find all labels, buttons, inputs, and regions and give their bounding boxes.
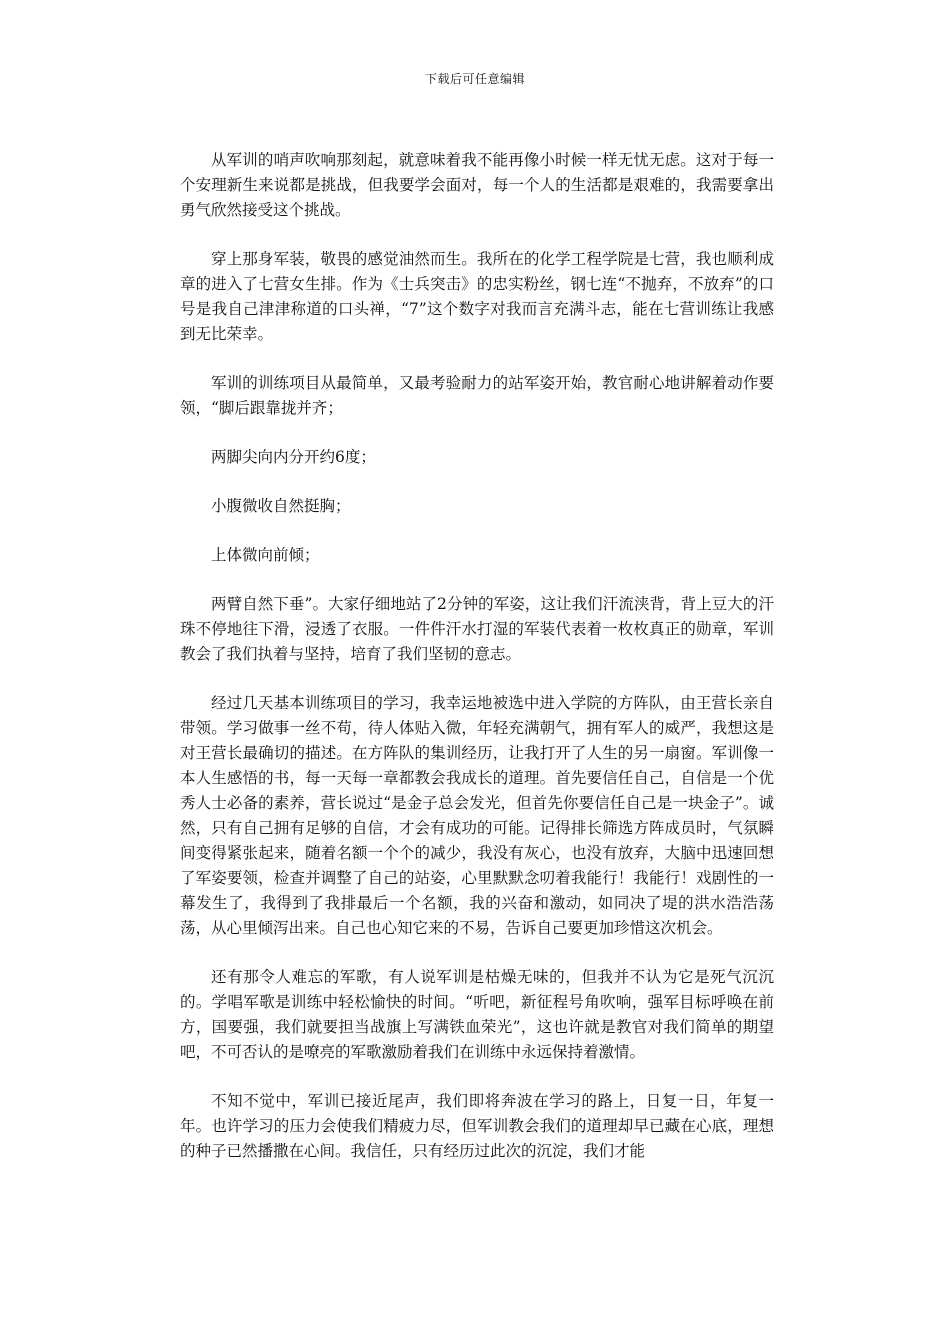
- page-header: 下载后可任意编辑: [424, 72, 525, 86]
- paragraph-3: 军训的训练项目从最简单，又最考验耐力的站军姿开始，教官耐心地讲解着动作要领，“脚后跟靠拢并齐；: [180, 374, 774, 417]
- document-body: [180, 148, 774, 1188]
- paragraph-5: 小腹微收自然挺胸；: [211, 497, 351, 515]
- paragraph-6: 上体微向前倾；: [211, 546, 320, 564]
- paragraph-7: 两臂自然下垂”。大家仔细地站了2分钟的军姿，这让我们汗流浃背，背上豆大的汗珠不停地往下滑，浸透了衣服。一件件汗水打湿的军装代表着一枚枚真正的勋章，军训教会了我们执着与坚持，培育了我们坚韧的意志。: [180, 595, 774, 663]
- paragraph-4: 两脚尖向内分开约6度；: [211, 448, 376, 466]
- paragraph-1: 从军训的哨声吹响那刻起，就意味着我不能再像小时候一样无忧无虑。这对于每一个安理新生来说都是挑战，但我要学会面对，每一个人的生活都是艰难的，我需要拿出勇气欣然接受这个挑战。: [180, 151, 774, 219]
- paragraph-9: 还有那令人难忘的军歌，有人说军训是枯燥无味的，但我并不认为它是死气沉沉的。学唱军歌是训练中轻松愉快的时间。“听吧，新征程号角吹响，强军目标呼唤在前方，国要强，我们就要担当战旗上写满铁血荣光”，这也许就是教官对我们简单的期望吧，不可否认的是嘹亮的军歌激励着我们在训练中永远保持着激情。: [180, 968, 774, 1061]
- paragraph-10: 不知不觉中，军训已接近尾声，我们即将奔波在学习的路上，日复一日，年复一年。也许学习的压力会使我们精疲力尽，但军训教会我们的道理却早已藏在心底，理想的种子已然播撒在心间。我信任，只有经历过此次的沉淀，我们才能: [180, 1092, 774, 1160]
- paragraph-8: 经过几天基本训练项目的学习，我幸运地被选中进入学院的方阵队，由王营长亲自带领。学习做事一丝不苟，待人体贴入微，年轻充满朝气，拥有军人的威严，我想这是对王营长最确切的描述。在方阵队的集训经历，让我打开了人生的另一扇窗。军训像一本人生感悟的书，每一天每一章都教会我成长的道理。首先要信任自己，自信是一个优秀人士必备的素养，营长说过“是金子总会发光，但首先你要信任自己是一块金子”。诚然，只有自己拥有足够的自信，才会有成功的可能。记得排长筛选方阵成员时，气氛瞬间变得紧张起来，随着名额一个个的减少，我没有灰心，也没有放弃，大脑中迅速回想了军姿要领，检查并调整了自己的站姿，心里默默念叨着我能行！我能行！戏剧性的一幕发生了，我得到了我排最后一个名额，我的兴奋和激动，如同决了堤的洪水浩浩荡荡，从心里倾泻出来。自己也心知它来的不易，告诉自己要更加珍惜这次机会。: [180, 694, 774, 937]
- paragraph-2: 穿上那身军装，敬畏的感觉油然而生。我所在的化学工程学院是七营，我也顺利成章的进入了七营女生排。作为《士兵突击》的忠实粉丝，钢七连“不抛弃，不放弃”的口号是我自己津津称道的口头禅，“7”这个数字对我而言充满斗志，能在七营训练让我感到无比荣幸。: [180, 250, 774, 343]
